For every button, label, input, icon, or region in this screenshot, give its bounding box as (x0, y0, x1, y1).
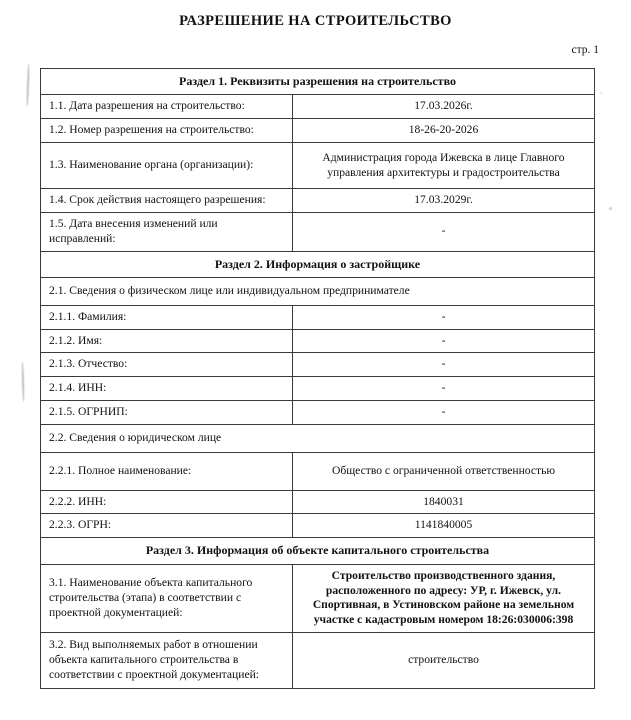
row-value-1-3: Администрация города Ижевска в лице Главного управления архитектуры и градостроительства (293, 143, 595, 189)
table-row (41, 189, 595, 213)
section-3-heading: Раздел 3. Информация об объекте капитального строительства (41, 538, 595, 564)
row-value-2-1-2: - (293, 329, 595, 353)
row-value-2-1-3: - (293, 353, 595, 377)
row-value-1-4: 17.03.2029г. (293, 189, 595, 213)
table-row (41, 564, 595, 632)
row-label-1-5: 1.5. Дата внесения изменений или исправлений: (41, 212, 293, 251)
row-label-2-1-1: 2.1.1. Фамилия: (41, 305, 293, 329)
row-label-1-3: 1.3. Наименование органа (организации): (41, 143, 293, 189)
section-header-row-2 (41, 251, 595, 277)
row-label-1-1: 1.1. Дата разрешения на строительство: (41, 95, 293, 119)
scan-artifact-right (609, 207, 612, 210)
table-row (41, 212, 595, 251)
row-label-1-4: 1.4. Срок действия настоящего разрешения: (41, 189, 293, 213)
table-row (41, 143, 595, 189)
row-label-2-1-3: 2.1.3. Отчество: (41, 353, 293, 377)
row-value-1-5: - (293, 212, 595, 251)
table-row (41, 95, 595, 119)
row-label-2-2-1: 2.2.1. Полное наименование: (41, 452, 293, 490)
table-row (41, 119, 595, 143)
row-value-1-1: 17.03.2026г. (293, 95, 595, 119)
row-label-3-1: 3.1. Наименование объекта капитального строительства (этапа) в соответствии с проектной документацией: (41, 564, 293, 632)
row-value-1-2: 18-26-20-2026 (293, 119, 595, 143)
table-row (41, 452, 595, 490)
row-value-3-1: Строительство производственного здания, расположенного по адресу: УР, г. Ижевск, ул. Спортивная, в Устиновском районе на земельном участке с кадастровым номером 18:26:030006:398 (293, 564, 595, 632)
table-row (41, 305, 595, 329)
section-2-heading: Раздел 2. Информация о застройщике (41, 251, 595, 277)
table-row (41, 329, 595, 353)
row-label-2-1-4: 2.1.4. ИНН: (41, 377, 293, 401)
row-value-2-1-5: - (293, 401, 595, 425)
row-value-2-2-3: 1141840005 (293, 514, 595, 538)
permit-table (40, 68, 595, 689)
row-label-2-1-2: 2.1.2. Имя: (41, 329, 293, 353)
subsection-2-1-heading: 2.1. Сведения о физическом лице или индивидуальном предпринимателе (41, 277, 595, 305)
row-value-2-1-4: - (293, 377, 595, 401)
table-row (41, 514, 595, 538)
row-value-2-2-1: Общество с ограниченной ответственностью (293, 452, 595, 490)
section-1-heading: Раздел 1. Реквизиты разрешения на строительство (41, 69, 595, 95)
scan-artifact-left-upper (26, 64, 29, 106)
scan-artifact-right-upper (600, 92, 602, 94)
row-value-3-2: строительство (293, 632, 595, 688)
row-value-2-1-1: - (293, 305, 595, 329)
table-row (41, 401, 595, 425)
row-label-2-2-2: 2.2.2. ИНН: (41, 490, 293, 514)
row-value-2-2-2: 1840031 (293, 490, 595, 514)
table-row (41, 353, 595, 377)
page-number-label: стр. 1 (571, 44, 599, 56)
table-row (41, 632, 595, 688)
subsection-row-2-1 (41, 277, 595, 305)
section-header-row-3 (41, 538, 595, 564)
section-header-row-1 (41, 69, 595, 95)
table-row (41, 490, 595, 514)
subsection-2-2-heading: 2.2. Сведения о юридическом лице (41, 424, 595, 452)
page-title: РАЗРЕШЕНИЕ НА СТРОИТЕЛЬСТВО (179, 13, 452, 29)
subsection-row-2-2 (41, 424, 595, 452)
row-label-2-1-5: 2.1.5. ОГРНИП: (41, 401, 293, 425)
scan-artifact-left-lower (21, 362, 24, 402)
table-row (41, 377, 595, 401)
row-label-1-2: 1.2. Номер разрешения на строительство: (41, 119, 293, 143)
row-label-2-2-3: 2.2.3. ОГРН: (41, 514, 293, 538)
row-label-3-2: 3.2. Вид выполняемых работ в отношении объекта капитального строительства в соответствии с проектной документацией: (41, 632, 293, 688)
